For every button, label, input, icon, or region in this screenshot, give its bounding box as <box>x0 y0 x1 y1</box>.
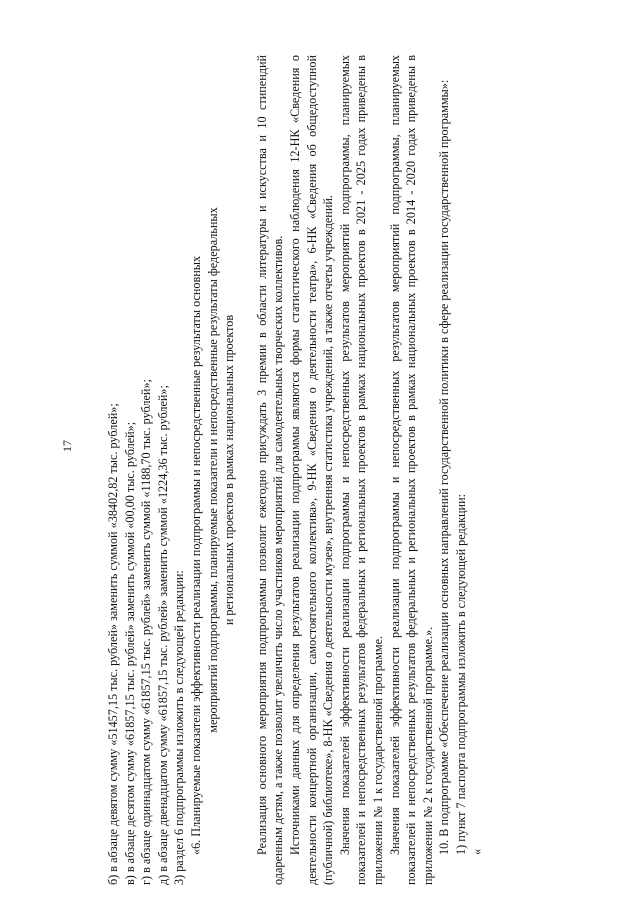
open-quote: « <box>470 848 485 855</box>
paragraph-sources: Источниками данных для определения результатов реализации подпрограммы являются формы статистического наблюдения 12-НК «Сведения о деятельности концертной организации, самостоятельного коллектива», 9-НК «Сведения о деятельности театра», 6-НК «Сведения об общедоступной (публичной) библиотеке», 8-НК «Сведения о деятельности музея», внутренняя статистика учреждений, а также отчеты учреждений. <box>287 55 336 885</box>
section-heading-line1: «6. Планируемые показатели эффективности реализации подпрограммы и непосредственные результаты основных <box>188 255 203 855</box>
item-3: 3) раздел 6 подпрограммы изложить в следующей редакции: <box>172 570 187 885</box>
paragraph-values-2014-2020: Значения показателей эффективности реализации подпрограммы и непосредственных результатов мероприятий подпрограммы, планируемых показателей и непосредственных результатов федеральных и региональных проектов в рамках национальных проектов в 2014 - 2020 годах приведены в приложении № 2 к государственной программе.». <box>387 55 435 885</box>
paragraph-subprogram-10: 10. В подпрограмме «Обеспечение реализации основных направлений государственной политики в сфере реализации государственной программы»: <box>437 79 452 855</box>
item-d: д) в абзаце двенадцатом сумму «61857,15 тыс. рублей» заменить суммой «1224,36 тыс. рублей»; <box>155 385 170 885</box>
rotated-text-block <box>105 55 505 885</box>
paragraph-values-2021-2025: Значения показателей эффективности реализации подпрограммы и непосредственных результатов мероприятий подпрограммы, планируемых показателей и непосредственных результатов федеральных и региональных проектов в рамках национальных проектов в 2021 - 2025 годах приведены в приложении № 1 к государственной программе. <box>337 55 385 885</box>
paragraph-realization: Реализация основного мероприятия подпрограммы позволит ежегодно присуждать 3 премии в области литературы и искусства и 10 стипендий одаренным детям, а также позволит увеличить число участников мероприятий для самодеятельных творческих коллективов. <box>254 55 286 885</box>
item-1: 1) пункт 7 паспорта подпрограммы изложить в следующей редакции: <box>453 494 468 855</box>
section-heading-line3: и региональных проектов в рамках национальных проектов <box>222 314 237 626</box>
item-v: в) в абзаце десятом сумму «61857,15 тыс. рублей» заменить суммой «00,00 тыс. рублей»; <box>122 421 137 885</box>
page-number: 17 <box>60 440 74 452</box>
section-heading-line2: мероприятий подпрограммы, планируемые показатели и непосредственные результаты федеральных <box>205 207 220 733</box>
item-g: г) в абзаце одиннадцатом сумму «61857,15 тыс. рублей» заменить суммой «1188,70 тыс. рублей»; <box>139 379 154 885</box>
item-b: б) в абзаце девятом сумму «51457,15 тыс. рублей» заменить суммой «38402,82 тыс. рублей»; <box>106 403 120 885</box>
